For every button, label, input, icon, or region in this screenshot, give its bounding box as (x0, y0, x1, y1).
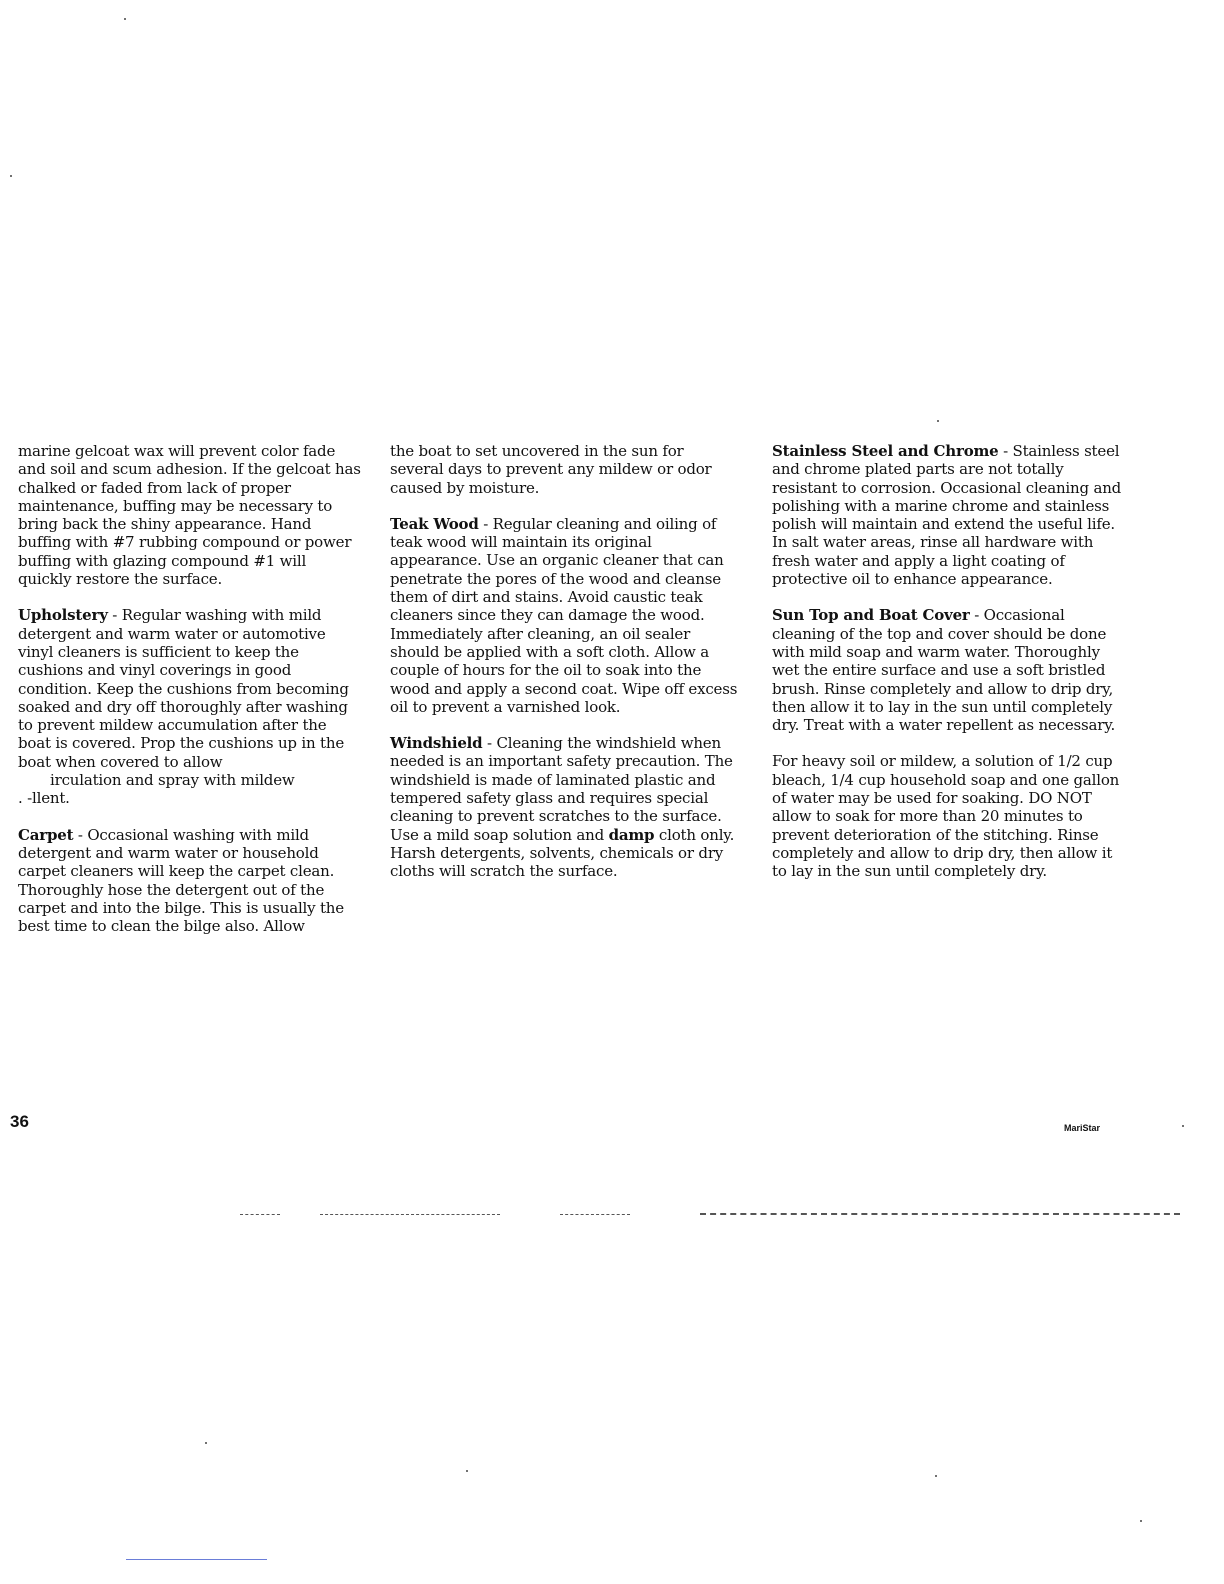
scan-line-artifact (240, 1214, 280, 1215)
windshield-body-a: - Cleaning the windshield when needed is an important safety precaution. The windshield is made of laminated plastic and tempered safety glass and requires special cleaning to prevent scratches to the surface. Use a mild soap solution and (390, 734, 733, 844)
heading-windshield: Windshield (390, 734, 483, 753)
scan-line-artifact (560, 1214, 630, 1215)
paragraph-mildew-solution: For heavy soil or mildew, a solution of 1/2 cup bleach, 1/4 cup household soap and one gallon of water may be used for soaking. DO NOT allow to soak for more than 20 minutes to prevent deterioration of the stitching. Rinse completely and allow to drip dry, then allow it to lay in the sun until completely dry. (772, 752, 1120, 881)
heading-teak-wood: Teak Wood (390, 514, 479, 533)
text-column-middle (390, 442, 740, 881)
paragraph-gelcoat: marine gelcoat wax will prevent color fade and soil and scum adhesion. If the gelcoat has chalked or faded from lack of proper maintenance, buffing may be necessary to bring back the shiny appearance. Hand buffing with #7 rubbing compound or power buffing with glazing compound #1 will quickly restore the surface. (18, 442, 361, 589)
scan-dot (124, 18, 126, 20)
scan-dot (205, 1442, 207, 1444)
paragraph-upholstery (18, 606, 363, 807)
page-number: 36 (10, 1112, 29, 1131)
paragraph-sun-top (772, 606, 1122, 734)
scan-dot (10, 175, 12, 177)
paragraph-stainless-steel (772, 442, 1122, 588)
scan-line-artifact (320, 1214, 500, 1215)
suntop-body: - Occasional cleaning of the top and cover should be done with mild soap and warm water. Thoroughly wet the entire surface and use a soft bristled brush. Rinse completely and allow to drip dry, then allow it to lay in the sun until completely dry. Treat with a water repellent as necessary. (772, 606, 1116, 735)
text-column-left (18, 442, 363, 935)
paragraph-boat-uncovered: the boat to set uncovered in the sun for several days to prevent any mildew or odor caused by moisture. (390, 442, 712, 497)
scan-dot (466, 1470, 468, 1472)
scan-dot (1182, 1125, 1184, 1127)
heading-sun-top: Sun Top and Boat Cover (772, 606, 970, 625)
scan-dot (1140, 1520, 1142, 1522)
upholstery-line-3: . -llent. (18, 789, 70, 808)
blue-line-artifact (126, 1559, 267, 1560)
heading-upholstery: Upholstery (18, 606, 108, 625)
heading-carpet: Carpet (18, 825, 74, 844)
text-column-right (772, 442, 1122, 881)
brand-mark: MariStar (1064, 1123, 1101, 1133)
heading-stainless-steel: Stainless Steel and Chrome (772, 442, 999, 460)
paragraph-windshield (390, 734, 740, 880)
scan-dot (937, 420, 939, 422)
upholstery-line-2: irculation and spray with mildew (50, 771, 295, 790)
paragraph-teak-wood (390, 515, 740, 716)
carpet-body: - Occasional washing with mild detergent and warm water or household carpet cleaners will keep the carpet clean. Thoroughly hose the detergent out of the carpet and into the bilge. This is usually the best time to clean the bilge also. Allow (18, 825, 344, 936)
scan-line-artifact (700, 1213, 1180, 1215)
windshield-bold-word: damp (608, 825, 655, 844)
scan-dot (935, 1475, 937, 1477)
teak-body: - Regular cleaning and oiling of teak wood will maintain its original appearance. Use an organic cleaner that can penetrate the pores of the wood and cleanse them of dirt and stains. Avoid caustic teak cleaners since they can damage the wood. Immediately after cleaning, an oil sealer should be applied with a soft cloth. Allow a couple of hours for the oil to soak into the wood and apply a second coat. Wipe off excess oil to prevent a varnished look. (390, 514, 738, 716)
windshield-body-b: cloth only. Harsh detergents, solvents, chemicals or dry cloths will scratch the surface. (390, 825, 735, 881)
paragraph-carpet (18, 826, 363, 936)
steel-body: - Stainless steel and chrome plated parts are not totally resistant to corrosion. Occasional cleaning and polishing with a marine chrome and stainless polish will maintain and extend the useful life. In salt water areas, rinse all hardware with fresh water and apply a light coating of protective oil to enhance appearance. (772, 442, 1122, 589)
upholstery-body: - Regular washing with mild detergent and warm water or automotive vinyl cleaners is sufficient to keep the cushions and vinyl coverings in good condition. Keep the cushions from becoming soaked and dry off thoroughly after washing to prevent mildew accumulation after the boat is covered. Prop the cushions up in the boat when covered to allow (18, 606, 349, 771)
